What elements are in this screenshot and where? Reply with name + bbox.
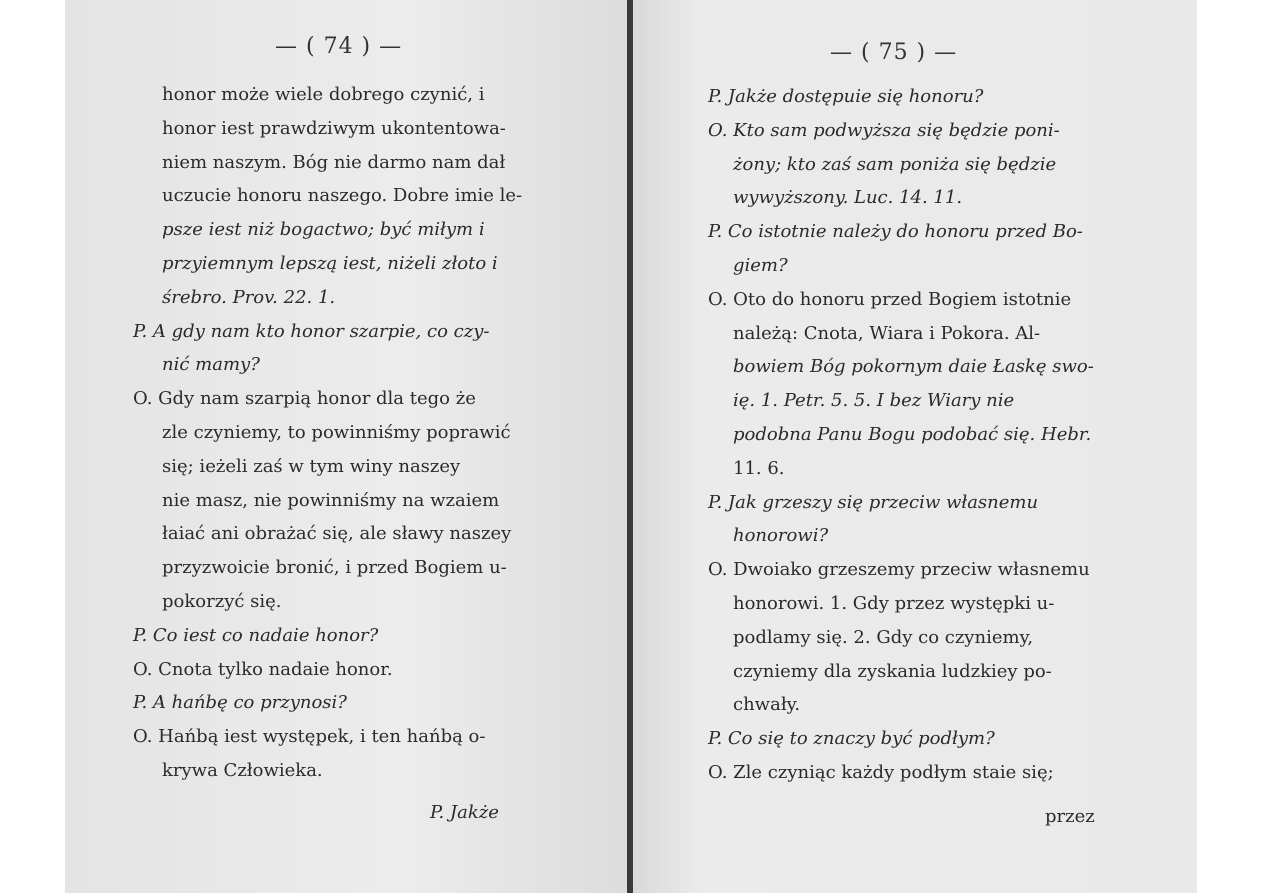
left-page-line: przyzwoicie bronić, i przed Bogiem u- [162, 557, 507, 579]
left-page-line: O. Hańbą iest występek, i ten hańbą o- [133, 726, 486, 748]
right-page-line: 11. 6. [733, 457, 785, 479]
left-page-line: nić mamy? [162, 354, 260, 376]
left-page-number: — ( 74 ) — [275, 34, 403, 59]
book-gutter [627, 0, 633, 893]
right-page-line: P. Co się to znaczy być podłym? [708, 728, 995, 750]
right-page-line: P. Jak grzeszy się przeciw własnemu [708, 491, 1039, 513]
left-page-line: P. Co iest co nadaie honor? [133, 624, 379, 646]
right-page-number: — ( 75 ) — [830, 40, 958, 65]
right-page-line: ię. 1. Petr. 5. 5. I bez Wiary nie [733, 390, 1015, 412]
left-page-line: honor iest prawdziwym ukontentowa- [162, 117, 506, 139]
left-page-line: honor może wiele dobrego czynić, i [162, 84, 485, 105]
left-page-line: psze iest niż bogactwo; być miłym i [162, 219, 485, 241]
right-catchword: przez [1045, 806, 1095, 827]
left-page-line: przyiemnym lepszą iest, niżeli złoto i [162, 253, 498, 274]
right-page-line: O. Dwoiako grzeszemy przeciw własnemu [708, 559, 1090, 581]
right-page-line: należą: Cnota, Wiara i Pokora. Al- [733, 322, 1041, 344]
right-page-line: wywyższony. Luc. 14. 11. [733, 187, 963, 209]
left-page-line: krywa Człowieka. [162, 760, 323, 781]
left-page-line: się; ieżeli zaś w tym winy naszey [162, 455, 461, 477]
left-page-line: P. A gdy nam kto honor szarpie, co czy- [133, 320, 490, 342]
left-page-line: pokorzyć się. [162, 591, 282, 612]
right-page-line: honorowi. 1. Gdy przez występki u- [733, 593, 1055, 614]
right-page-line: podlamy się. 2. Gdy co czyniemy, [733, 626, 1034, 648]
left-page-line: O. Cnota tylko nadaie honor. [133, 658, 393, 680]
right-page-line: czyniemy dla zyskania ludzkiey po- [733, 660, 1052, 682]
right-page-line: P. Jakże dostępuie się honoru? [708, 86, 984, 107]
right-page-line: podobna Panu Bogu podobać się. Hebr. [733, 424, 1092, 445]
right-page-line: P. Co istotnie należy do honoru przed Bo- [708, 221, 1083, 243]
right-page-line: O. Kto sam podwyższa się będzie poni- [708, 119, 1060, 141]
right-page-line: bowiem Bóg pokornym daie Łaskę swo- [733, 356, 1094, 378]
left-page-line: niem naszym. Bóg nie darmo nam dał [162, 151, 506, 173]
left-page-line: uczucie honoru naszego. Dobre imie le- [162, 185, 523, 207]
left-page-line: łaiać ani obrażać się, ale sławy naszey [162, 523, 512, 545]
right-page-line: chwały. [733, 694, 801, 716]
right-page-line: żony; kto zaś sam poniża się będzie [733, 153, 1057, 175]
left-page-line: zle czyniemy, to powinniśmy poprawić [162, 422, 511, 443]
left-page-line: nie masz, nie powinniśmy na wzaiem [162, 489, 500, 511]
right-page-line: giem? [733, 255, 788, 276]
left-page-line: O. Gdy nam szarpią honor dla tego że [133, 388, 476, 410]
left-catchword: P. Jakże [430, 802, 499, 823]
right-page-line: O. Oto do honoru przed Bogiem istotnie [708, 288, 1072, 310]
left-page-line: śrebro. Prov. 22. 1. [162, 286, 336, 308]
left-page-line: P. A hańbę co przynosi? [133, 692, 347, 714]
right-page-line: honorowi? [733, 525, 829, 547]
right-page-line: O. Zle czyniąc każdy podłym staie się; [708, 762, 1054, 783]
